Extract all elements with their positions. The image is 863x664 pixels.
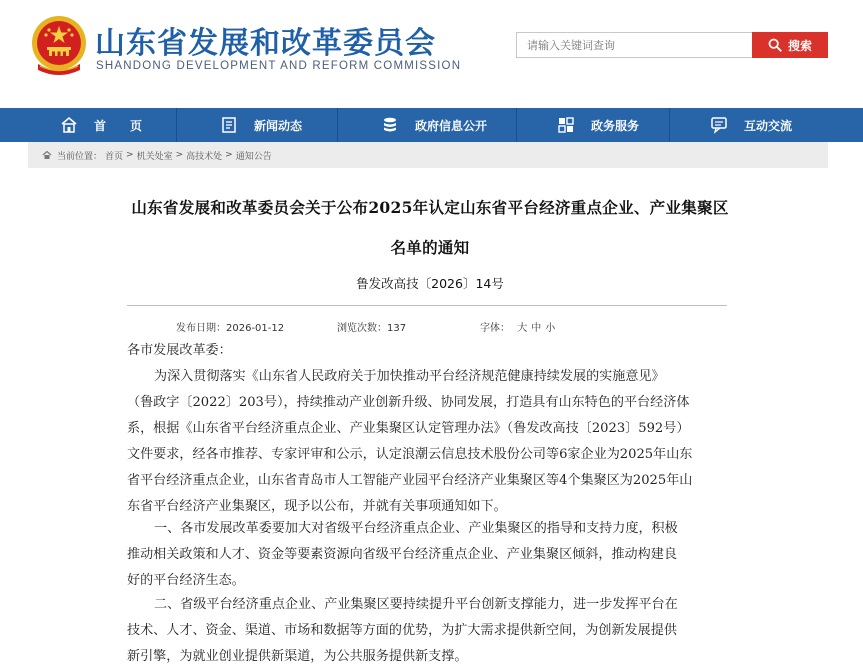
breadcrumb bbox=[28, 142, 828, 168]
view-count-value: 137 bbox=[387, 323, 407, 334]
paragraph-2 bbox=[127, 516, 733, 594]
nav-item-gov-info-label: 政府信息公开 bbox=[415, 118, 488, 133]
publish-date-label: 发布日期： bbox=[176, 323, 226, 334]
breadcrumb-link[interactable]: 高技术处 bbox=[186, 151, 223, 162]
nav-item-services[interactable] bbox=[517, 108, 669, 142]
grid-icon bbox=[557, 116, 575, 134]
chat-icon bbox=[710, 116, 728, 134]
article-title-line2: 名单的通知 bbox=[390, 238, 470, 257]
article-title-line1: 山东省发展和改革委员会关于公布2025年认定山东省平台经济重点企业、产业集聚区 bbox=[131, 198, 729, 217]
paragraph-line: （鲁政字〔2022〕203号），持续推动产业创新升级、协同发展，打造具有山东特色的平台经济体 bbox=[127, 395, 690, 410]
paragraph-1 bbox=[127, 364, 733, 520]
site-title: 山东省发展和改革委员会 bbox=[95, 26, 436, 61]
database-icon bbox=[381, 116, 399, 134]
site-subtitle: SHANDONG DEVELOPMENT AND REFORM COMMISSION bbox=[96, 60, 462, 72]
location-home-icon bbox=[42, 150, 52, 160]
paragraph-line: 一、各市发展改革委要加大对省级平台经济重点企业、产业集聚区的指导和支持力度，积极 bbox=[154, 521, 678, 536]
paragraph-line: 文件要求，经各市推荐、专家评审和公示，认定浪潮云信息技术股份公司等6家企业为2025年山东 bbox=[127, 447, 693, 462]
publish-date bbox=[176, 319, 284, 334]
nav-item-home[interactable] bbox=[0, 108, 176, 142]
breadcrumb-prefix: 当前位置： bbox=[57, 151, 103, 162]
nav-item-interaction-label: 互动交流 bbox=[744, 118, 793, 133]
nav-item-interaction[interactable] bbox=[670, 108, 860, 142]
breadcrumb-link[interactable]: 首页 bbox=[105, 151, 124, 162]
breadcrumb-separator: > bbox=[175, 150, 184, 160]
breadcrumb-link[interactable]: 通知公告 bbox=[235, 151, 272, 162]
nav-item-news-label: 新闻动态 bbox=[254, 118, 303, 133]
nav-item-gov-info[interactable] bbox=[338, 108, 516, 142]
search-button[interactable] bbox=[752, 32, 828, 58]
font-size-large[interactable]: 大 bbox=[517, 323, 528, 334]
nav-item-services-label: 政务服务 bbox=[591, 118, 640, 133]
paragraph-line: 系，根据《山东省平台经济重点企业、产业集聚区认定管理办法》（鲁发改高技〔2023〕592号） bbox=[127, 421, 690, 436]
search-input[interactable] bbox=[516, 32, 752, 58]
paragraph-line: 新引擎，为就业创业提供新渠道，为公共服务提供新支撑。 bbox=[127, 649, 468, 664]
font-size-medium[interactable]: 中 bbox=[531, 323, 542, 334]
news-icon bbox=[220, 116, 238, 134]
paragraph-line: 东省平台经济产业集聚区，现予以公布，并就有关事项通知如下。 bbox=[127, 499, 507, 514]
font-size-small[interactable]: 小 bbox=[545, 323, 556, 334]
national-emblem-icon bbox=[30, 14, 88, 80]
main-nav bbox=[0, 108, 863, 142]
nav-item-home-label: 首 页 bbox=[94, 118, 143, 133]
home-icon bbox=[60, 116, 78, 134]
paragraph-line: 好的平台经济生态。 bbox=[127, 573, 245, 588]
paragraph-line: 为深入贯彻落实《山东省人民政府关于加快推动平台经济规范健康持续发展的实施意见》 bbox=[154, 369, 665, 384]
nav-item-news[interactable] bbox=[177, 108, 337, 142]
paragraph-3 bbox=[127, 592, 733, 664]
site-header bbox=[0, 0, 863, 108]
paragraph-line: 技术、人才、资金、渠道、市场和数据等方面的优势，为扩大需求提供新空间，为创新发展提供 bbox=[127, 623, 677, 638]
paragraph-line: 二、省级平台经济重点企业、产业集聚区要持续提升平台创新支撑能力，进一步发挥平台在 bbox=[154, 597, 678, 612]
search-button-label: 搜索 bbox=[787, 38, 812, 53]
breadcrumb-separator: > bbox=[225, 150, 233, 160]
view-count bbox=[337, 319, 406, 334]
breadcrumb-separator: > bbox=[126, 150, 134, 160]
article-divider bbox=[127, 305, 727, 306]
font-size-switcher bbox=[480, 319, 555, 334]
salutation: 各市发展改革委： bbox=[127, 343, 232, 358]
search-icon bbox=[768, 38, 782, 52]
breadcrumb-link[interactable]: 机关处室 bbox=[136, 151, 173, 162]
publish-date-value: 2026-01-12 bbox=[226, 323, 285, 334]
view-count-label: 浏览次数： bbox=[337, 323, 387, 334]
font-size-label: 字体： bbox=[480, 323, 510, 334]
paragraph-line: 省平台经济重点企业，山东省青岛市人工智能产业园平台经济产业集聚区等4个集聚区为2025年山 bbox=[127, 473, 693, 488]
document-number: 鲁发改高技〔2026〕14号 bbox=[356, 276, 504, 291]
paragraph-line: 推动相关政策和人才、资金等要素资源向省级平台经济重点企业、产业集聚区倾斜，推动构建良 bbox=[127, 547, 677, 562]
